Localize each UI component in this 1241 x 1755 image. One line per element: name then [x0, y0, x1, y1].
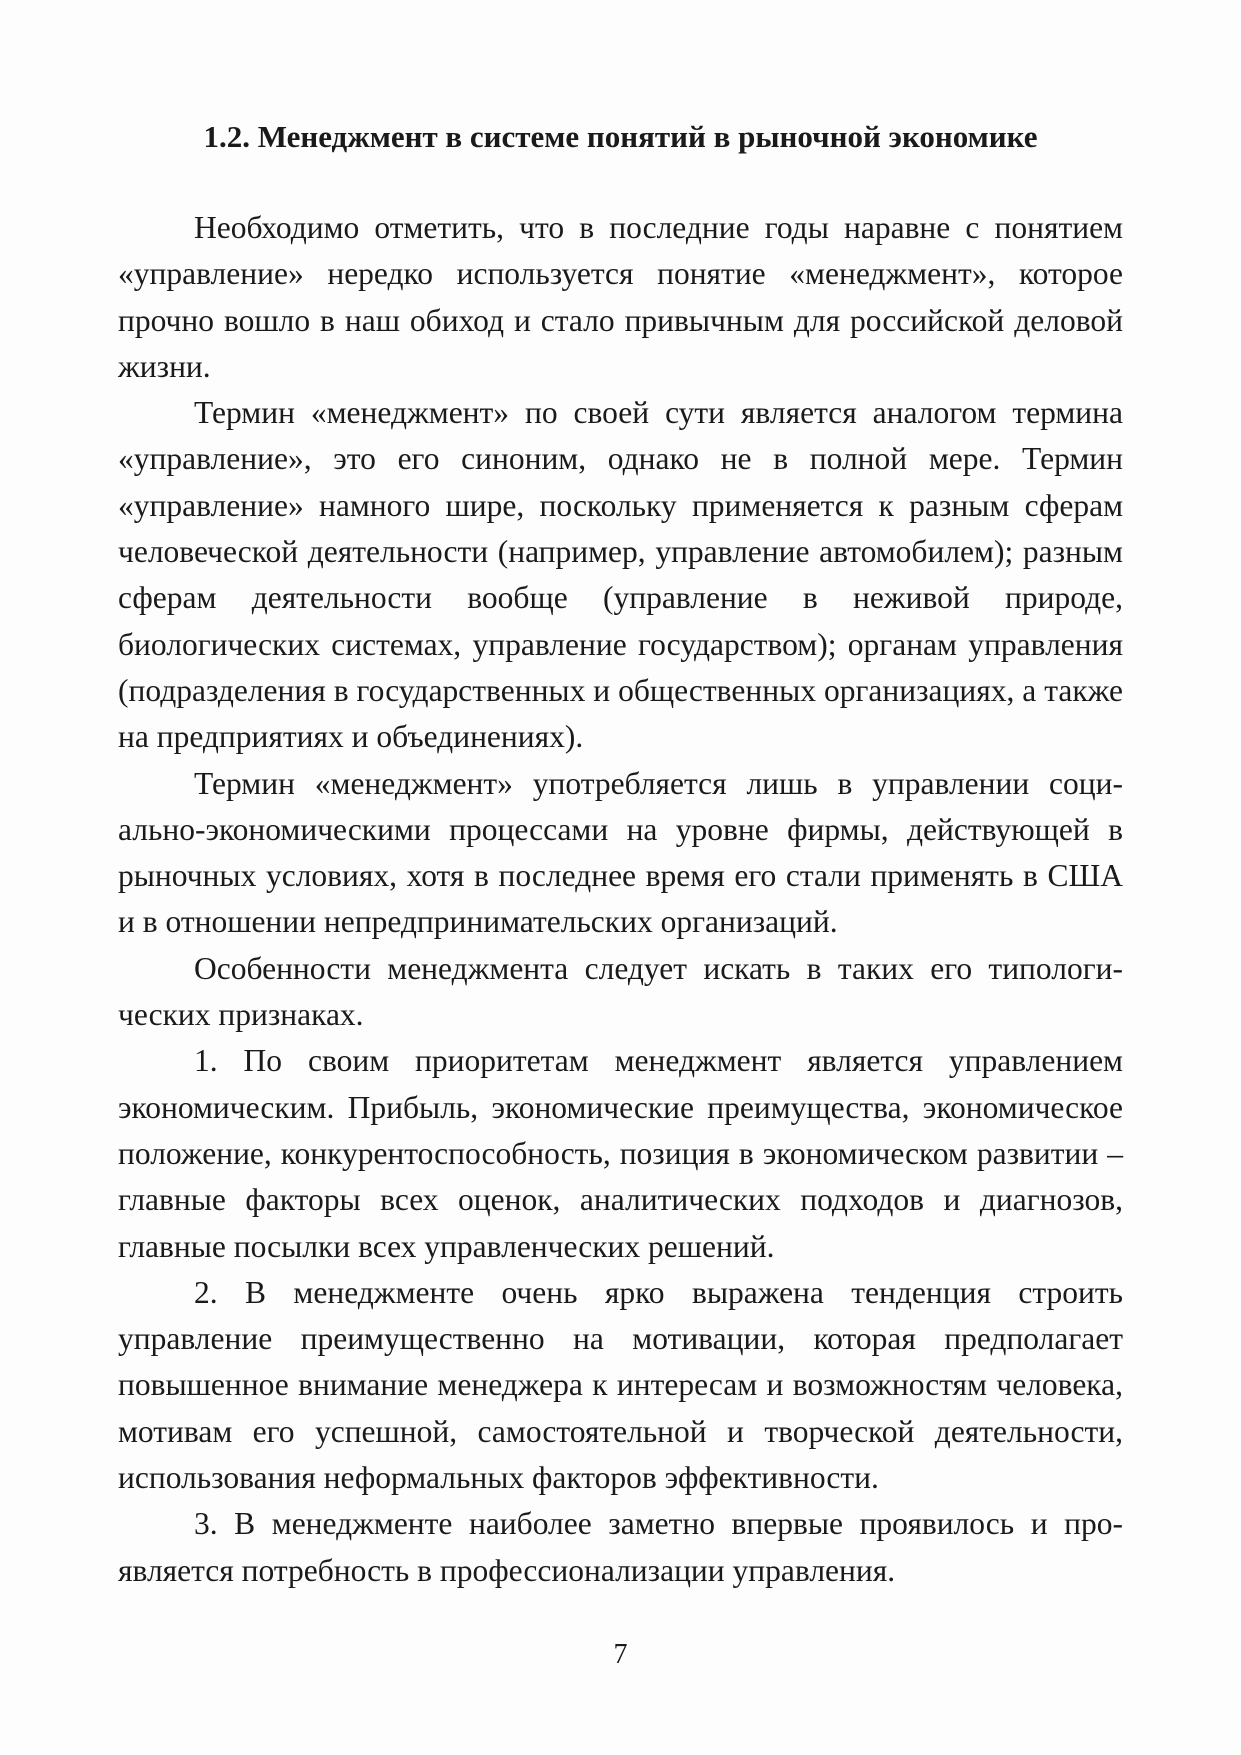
- paragraph: Особенности менеджмента следует искать в таких его типологических признаках.: [118, 950, 1123, 1033]
- paragraph: Необходимо отметить, что в последние годы наравне с понятием «управление» нередко используется понятие «менеджмент», которое прочно вошло в наш обиход и стало привычным для российской деловой жизни.: [118, 210, 1123, 384]
- section-heading: 1.2. Менеджмент в системе понятий в рыночной экономике: [203, 119, 1038, 154]
- body-text: [118, 205, 1123, 1594]
- paragraph: Термин «менеджмент» по своей сути является аналогом термина «управление», это его синоним, однако не в полной мере. Термин «управление» намного шире, поскольку применяется к разным сферам человеческой деятельности (например, управление автомобилем); разным сферам деятельности вообще (управление в неживой природе, биологических системах, управление государством); органам управления (подразделения в государственных и общественных организациях, а также на предприятиях и объединениях).: [118, 395, 1123, 755]
- paragraph: 3. В менеджменте наиболее заметно впервые проявилось и проявляется потребность в профессионализации управления.: [118, 1506, 1123, 1588]
- page-number: 7: [613, 1639, 628, 1670]
- paragraph: 1. По своим приоритетам менеджмент является управлением экономическим. Прибыль, экономические преимущества, экономическое положение, конкурентоспособность, позиция в экономическом развитии – главные факторы всех оценок, аналитических подходов и диагнозов, главные посылки всех управленческих решений.: [118, 1043, 1123, 1264]
- paragraph: Термин «менеджмент» употребляется лишь в управлении социально-экономическими процессами на уровне фирмы, действующей в рыночных условиях, хотя в последнее время его стали применять в США и в отношении непредпринимательских организаций.: [118, 765, 1123, 940]
- paragraph: 2. В менеджменте очень ярко выражена тенденция строить управление преимущественно на мотивации, которая предполагает повышенное внимание менеджера к интересам и возможностям человека, мотивам его успешной, самостоятельной и творческой деятельности, использования неформальных факторов эффективности.: [118, 1274, 1123, 1496]
